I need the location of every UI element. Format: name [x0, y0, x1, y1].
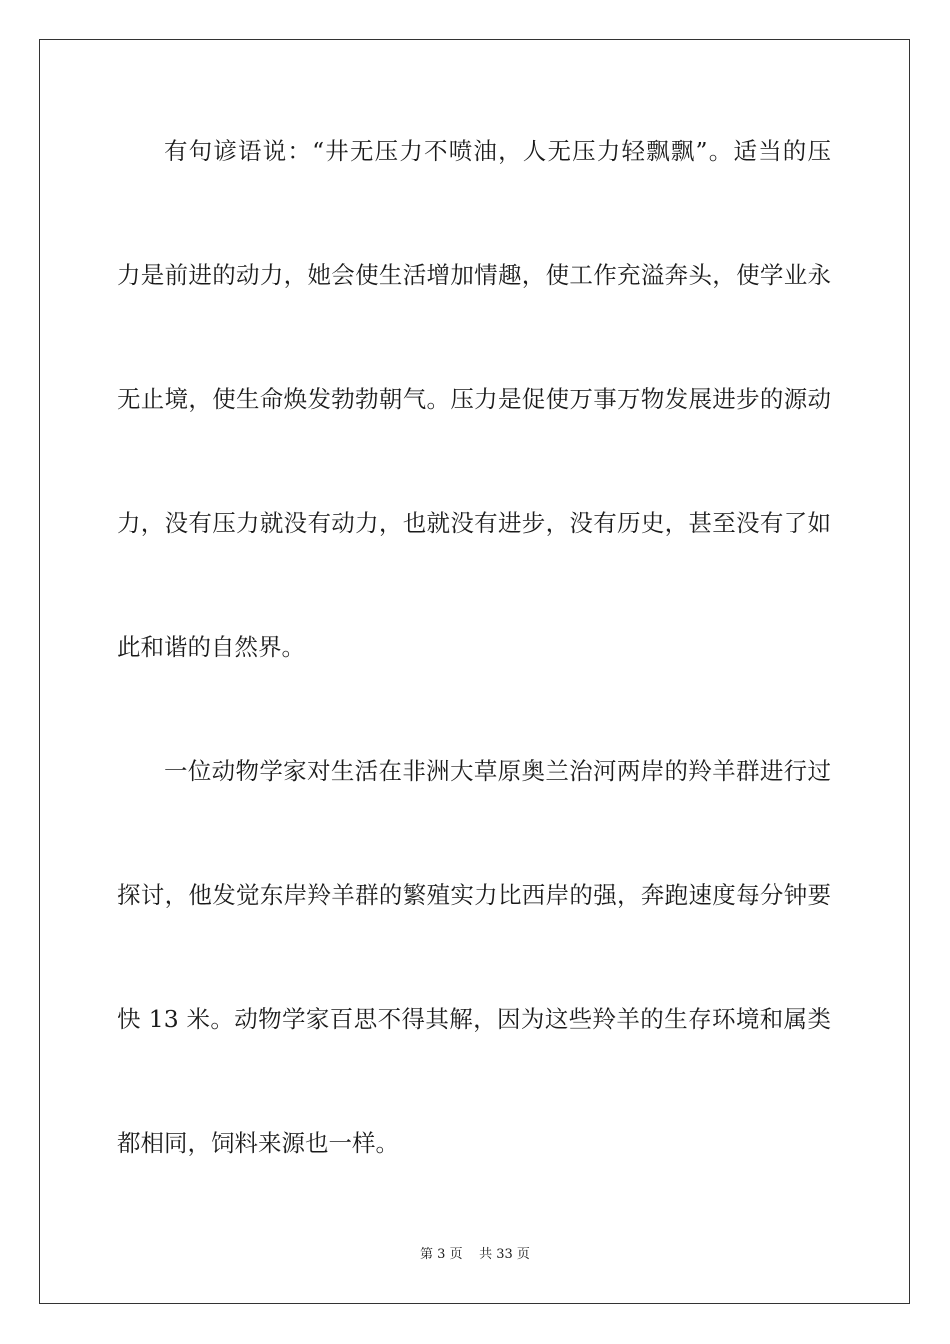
text-line: 有句谚语说：“井无压力不喷油，人无压力轻飘飘”。适当的压: [164, 137, 831, 165]
text-line: 都相同，饲料来源也一样。: [117, 1129, 399, 1157]
text-line: 探讨，他发觉东岸羚羊群的繁殖实力比西岸的强，奔跑速度每分钟要: [117, 881, 831, 909]
text-line: 一位动物学家对生活在非洲大草原奥兰治河两岸的羚羊群进行过: [164, 757, 831, 785]
text-line: 无止境，使生命焕发勃勃朝气。压力是促使万事万物发展进步的源动: [117, 385, 831, 413]
page-footer: [0, 1246, 950, 1264]
text-line: 此和谐的自然界。: [117, 633, 305, 661]
current-page-label: 第 3 页: [420, 1247, 463, 1262]
text-line: 快 13 米。动物学家百思不得其解，因为这些羚羊的生存环境和属类: [117, 1005, 831, 1033]
total-pages-label: 共 33 页: [479, 1247, 530, 1262]
text-line: 力，没有压力就没有动力，也就没有进步，没有历史，甚至没有了如: [117, 509, 831, 537]
page-border: [39, 39, 910, 1304]
text-line: 力是前进的动力，她会使生活增加情趣，使工作充溢奔头，使学业永: [117, 261, 831, 289]
